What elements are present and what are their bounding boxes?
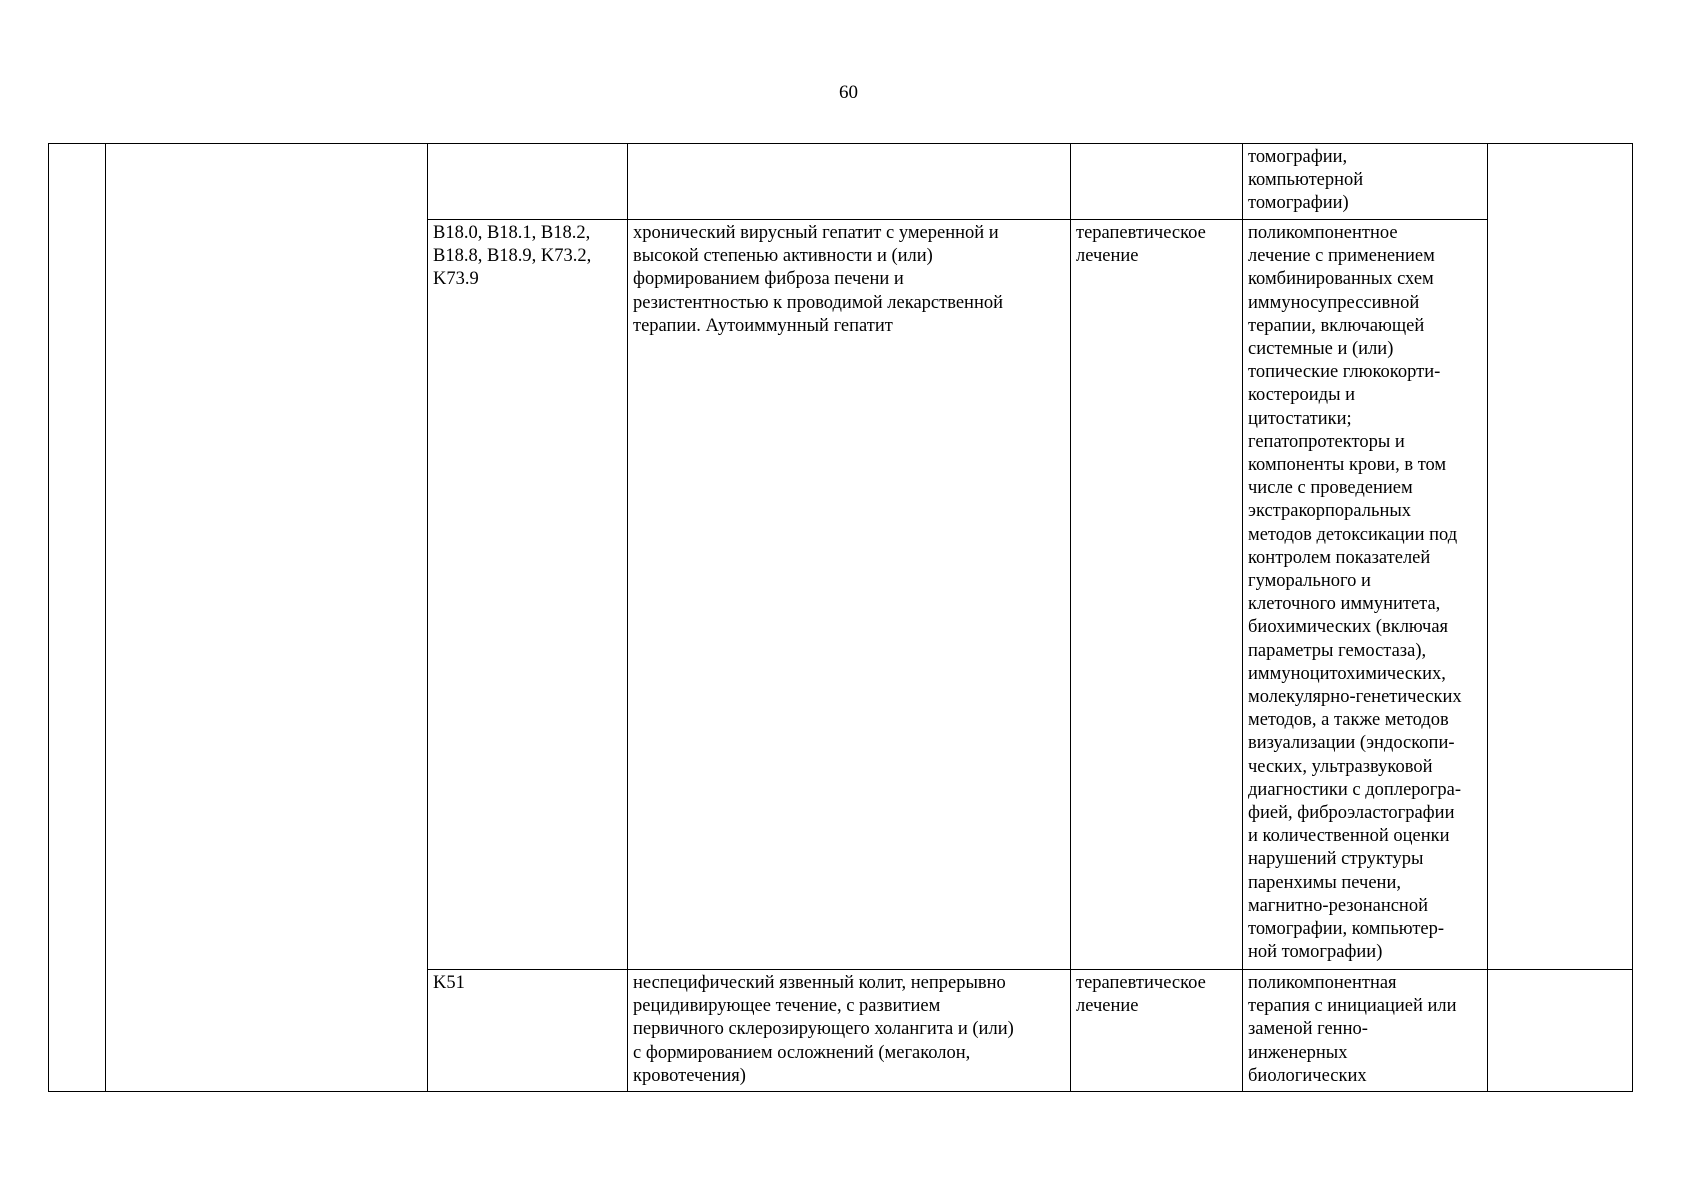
code-cell: B18.0, B18.1, B18.2, B18.8, B18.9, K73.2, K73.9	[428, 220, 628, 970]
treatment-method-cell: поликомпонентное лечение с применением комбинированных схем иммуносупрессивной терапии, включающей системные и (или) топические глюкокорти- костероиды и цитостатики; гепатопротекторы и компоненты крови, в том числе с проведением экстракорпоральных методов детоксикации под контролем показателей гуморального и клеточного иммунитета, биохимических (включая параметры гемостаза), иммуноцитохимических, молекулярно-генетических методов, а также методов визуализации (эндоскопи- ческих, ультразвуковой диагностики с доплерогра- фией, фиброэластографии и количественной оценки нарушений структуры паренхимы печени, магнитно-резонансной томографии, компьютер- ной томографии)	[1243, 220, 1488, 970]
cost-cell	[1488, 970, 1633, 1092]
diagnosis-cell: неспецифический язвенный колит, непрерывно рецидивирующее течение, с развитием первичного склерозирующего холангита и (или) с формированием осложнений (мегаколон, кровотечения)	[628, 970, 1071, 1092]
medical-care-table	[48, 143, 1633, 1092]
diagnosis-cell: хронический вирусный гепатит с умеренной и высокой степенью активности и (или) формированием фиброза печени и резистентностью к проводимой лекарственной терапии. Аутоиммунный гепатит	[628, 220, 1071, 970]
treatment-method-cell: томографии, компьютерной томографии)	[1243, 144, 1488, 220]
treatment-type-cell: терапевтическое лечение	[1071, 220, 1243, 970]
table-row	[49, 144, 1633, 220]
cost-cell	[1488, 144, 1633, 970]
treatment-type-cell: терапевтическое лечение	[1071, 970, 1243, 1092]
row-number-cell	[49, 144, 106, 1092]
treatment-type-cell	[1071, 144, 1243, 220]
care-type-cell	[106, 144, 428, 1092]
diagnosis-cell	[628, 144, 1071, 220]
treatment-method-cell: поликомпонентная терапия с инициацией или заменой генно- инженерных биологических	[1243, 970, 1488, 1092]
code-cell: K51	[428, 970, 628, 1092]
code-cell	[428, 144, 628, 220]
page-number: 60	[839, 82, 858, 103]
